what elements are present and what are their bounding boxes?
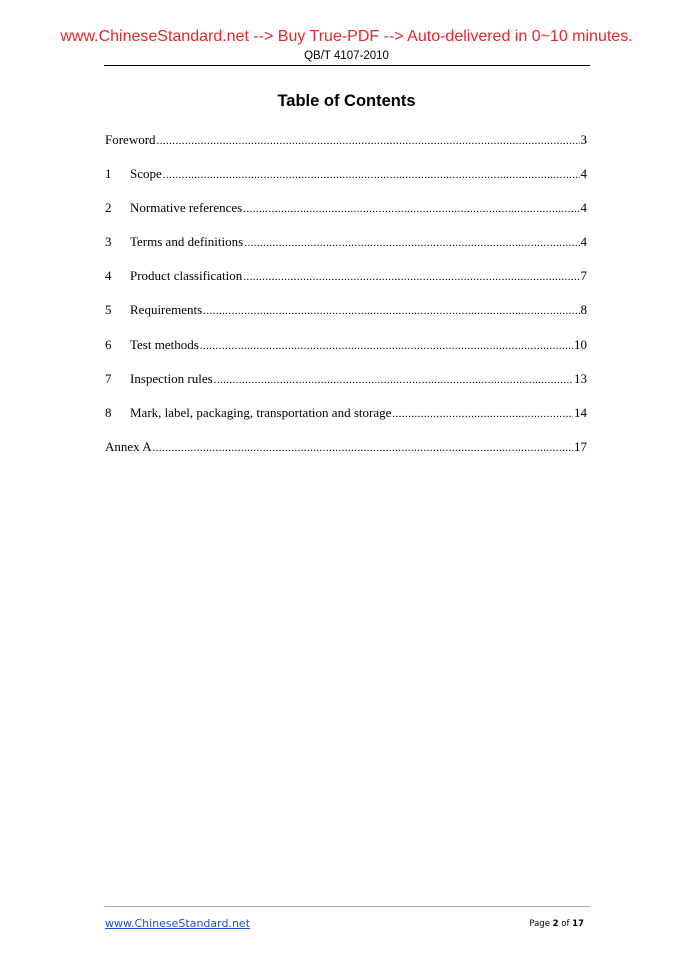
toc-entry-label: Scope: [130, 166, 162, 182]
toc-entry-page: 4: [580, 166, 587, 182]
toc-entry-number: 3: [105, 234, 112, 250]
toc-leader-dots: [163, 169, 580, 181]
toc-leader-dots: [243, 203, 579, 215]
toc-entry-label: Annex A: [105, 438, 152, 454]
toc-entry-number: 4: [105, 268, 112, 284]
toc-entry-label: Terms and definitions: [130, 234, 244, 250]
toc-entry-page: 8: [580, 302, 587, 318]
toc-entry-page: 14: [574, 404, 587, 420]
page-total: 17: [572, 919, 584, 929]
toc-entry-number: 1: [105, 166, 112, 182]
toc-entry-label: Product classification: [130, 268, 243, 284]
toc-entry-label: Mark, label, packaging, transportation and storage: [130, 404, 392, 420]
toc-entry-annex-a[interactable]: [105, 439, 587, 473]
header-rule: [104, 65, 590, 66]
toc-entry-label: Requirements: [130, 302, 203, 318]
toc-leader-dots: [157, 135, 580, 147]
toc-entry-normative-references[interactable]: [105, 200, 587, 234]
toc-entry-page: 10: [574, 336, 587, 352]
toc-entry-product-classification[interactable]: [105, 268, 587, 302]
toc-entry-foreword[interactable]: [105, 132, 587, 166]
table-of-contents: [105, 132, 587, 473]
toc-entry-page: 13: [574, 370, 587, 386]
standard-code: QB/T 4107-2010: [304, 50, 389, 62]
page-title: Table of Contents: [277, 92, 416, 110]
banner-link[interactable]: www.ChineseStandard.net --> Buy True-PDF --> Auto-delivered in 0~10 minutes.: [60, 28, 633, 45]
toc-entry-label: Normative references: [130, 200, 243, 216]
toc-entry-page: 17: [574, 438, 587, 454]
toc-entry-number: 6: [105, 336, 112, 352]
toc-entry-terms-and-definitions[interactable]: [105, 234, 587, 268]
page-number: [529, 919, 584, 929]
toc-leader-dots: [392, 408, 573, 420]
page-of: of: [558, 919, 573, 929]
toc-entry-label: Test methods: [130, 336, 199, 352]
toc-entry-number: 5: [105, 302, 112, 318]
footer-rule: [104, 906, 590, 907]
toc-leader-dots: [214, 374, 573, 386]
toc-leader-dots: [200, 340, 573, 352]
toc-leader-dots: [243, 271, 579, 283]
toc-entry-page: 3: [580, 132, 587, 147]
toc-entry-scope[interactable]: [105, 166, 587, 200]
toc-entry-test-methods[interactable]: [105, 337, 587, 371]
page-prefix: Page: [529, 919, 553, 929]
page-current: 2: [552, 919, 559, 929]
toc-entry-page: 7: [580, 268, 587, 284]
toc-entry-page: 4: [580, 234, 587, 250]
toc-entry-number: 8: [105, 404, 112, 420]
toc-leader-dots: [153, 442, 573, 454]
toc-entry-number: 7: [105, 370, 112, 386]
toc-entry-number: 2: [105, 200, 112, 216]
footer-website-link[interactable]: www.ChineseStandard.net: [105, 917, 251, 930]
toc-entry-requirements[interactable]: [105, 302, 587, 336]
toc-entry-mark-label-packaging[interactable]: [105, 405, 587, 439]
toc-leader-dots: [244, 237, 579, 249]
toc-leader-dots: [203, 305, 579, 317]
toc-entry-label: Foreword: [105, 132, 156, 147]
toc-entry-page: 4: [580, 200, 587, 216]
toc-entry-label: Inspection rules: [130, 370, 213, 386]
toc-entry-inspection-rules[interactable]: [105, 371, 587, 405]
